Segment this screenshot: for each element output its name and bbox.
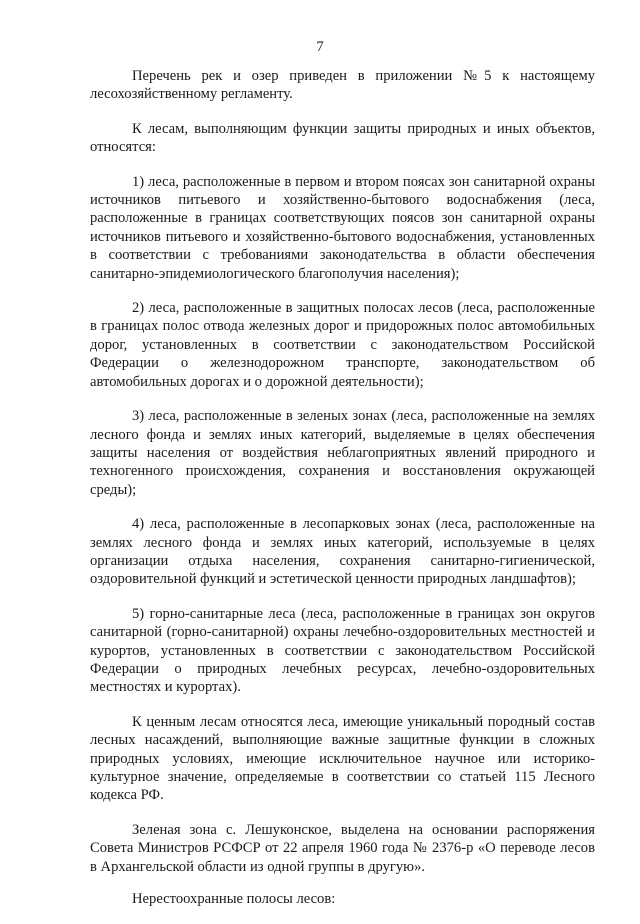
paragraph-protective-forests-intro: К лесам, выполняющим функции защиты природных и иных объектов, относятся: <box>90 120 595 156</box>
paragraph-valuable-forests: К ценным лесам относятся леса, имеющие уникальный породный состав лесных насаждений, выполняющие важные защитные функции в сложных природных условиях, имеющие исключительное научное или историко-культурное значение, определяемые в соответствии со статьей 115 Лесного кодекса РФ. <box>90 713 595 804</box>
document-body <box>90 67 595 924</box>
paragraph-item-4-forest-park-zones: 4) леса, расположенные в лесопарковых зонах (леса, расположенные на землях лесного фонда и землях иных категорий, используемые в целях организации отдыха населения, сохранения санитарно-гигиенической, оздоровительной функций и эстетической ценности природных ландшафтов); <box>90 516 595 588</box>
paragraph-spawning-strips: Нерестоохранные полосы лесов: <box>132 891 336 908</box>
paragraph-item-5-mountain-sanitary: 5) горно-санитарные леса (леса, расположенные в границах зон округов санитарной (горно-санитарной) охраны лечебно-оздоровительных местностей и курортов, установленных в соответствии с законодательством Российской Федерации о природных лечебных ресурсах, лечебно-оздоровительных местностях и курортах). <box>90 605 595 696</box>
paragraph-item-2-protective-strips: 2) леса, расположенные в защитных полосах лесов (леса, расположенные в границах полос отвода железных дорог и придорожных полос автомобильных дорог, установленных в соответствии с законодательством Российской Федерации о железнодорожном транспорте, законодательством об автомобильных дорогах и о дорожной деятельности); <box>90 300 595 390</box>
page-number: 7 <box>316 39 324 55</box>
paragraph-item-1-sanitary-zones: 1) леса, расположенные в первом и втором поясах зон санитарной охраны источников питьевого и хозяйственно-бытового водоснабжения (леса, расположенные в границах соответствующих поясов зон санитарной охраны источников питьевого и хозяйственно-бытового водоснабжения, установленных в соответствии с требованиями законодательства в области обеспечения санитарно-эпидемиологического благополучия населения); <box>90 173 595 282</box>
paragraph-green-zone-leshukonskoe: Зеленая зона с. Лешуконское, выделена на основании распоряжения Совета Министров РСФСР от 22 апреля 1960 года № 2376-р «О переводе лесов в Архангельской области из одной группы в другую». <box>90 821 595 875</box>
paragraph-river-list: Перечень рек и озер приведен в приложении №5 к настоящему лесохозяйственному регламенту. <box>90 68 595 103</box>
paragraph-item-3-green-zones: 3) леса, расположенные в зеленых зонах (леса, расположенные на землях лесного фонда и землях иных категорий, выделяемые в целях обеспечения защиты населения от воздействия неблагоприятных явлений природного и техногенного происхождения, сохранения и восстановления окружающей среды); <box>90 408 595 498</box>
